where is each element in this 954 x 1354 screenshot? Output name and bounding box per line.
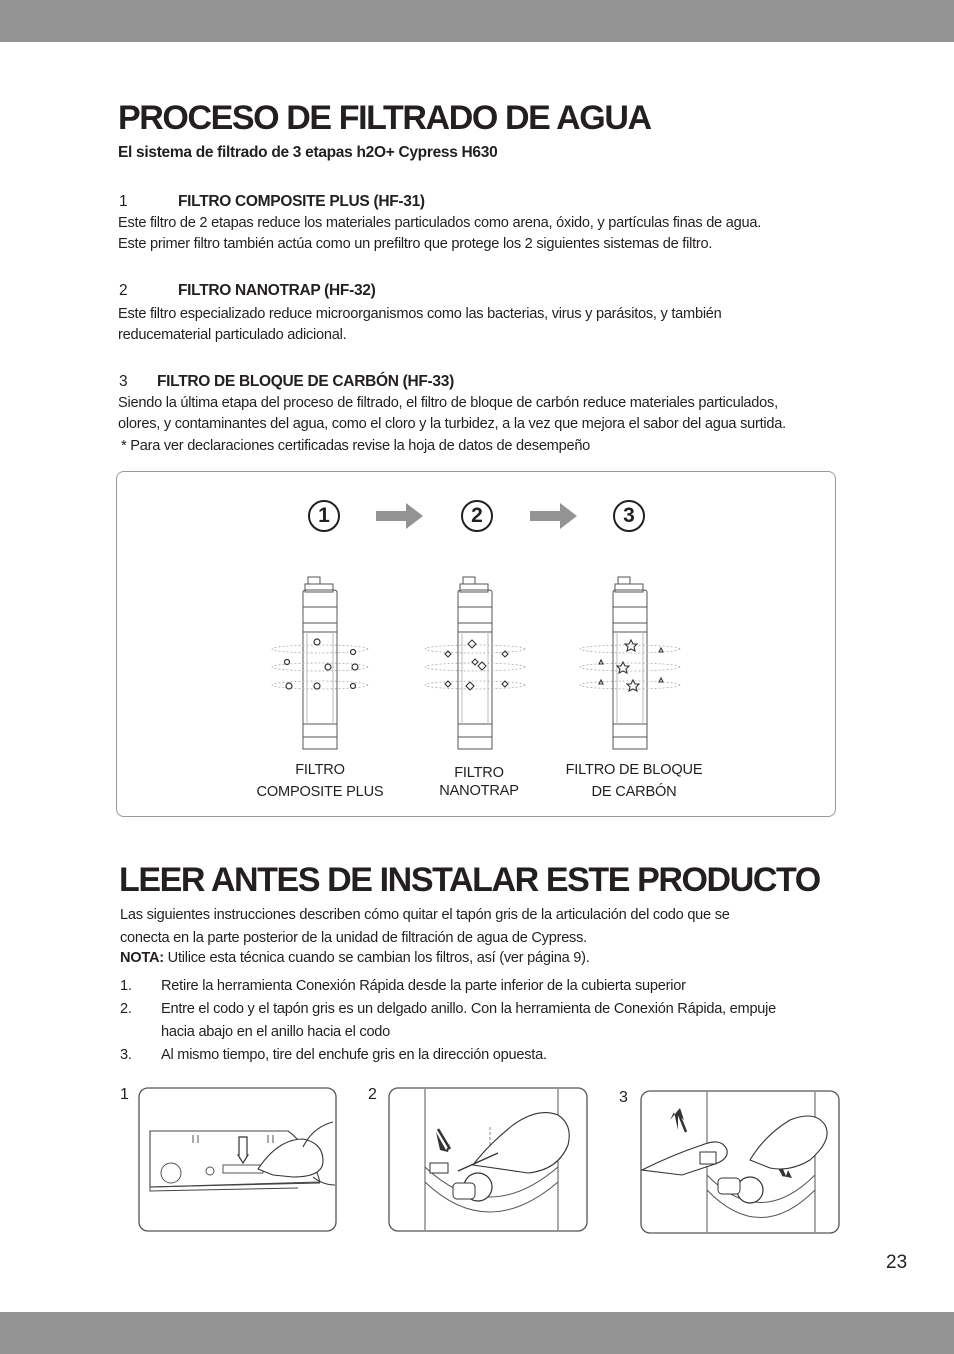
stage-2-badge: 2 (461, 500, 493, 532)
item-1-text: Este filtro de 2 etapas reduce los materiales particulados como arena, óxido, y partículas finas de agua. Este primer filtro también actúa como un prefiltro que protege los 2 siguientes sistemas de filtro. (118, 215, 762, 252)
section-title: LEER ANTES DE INSTALAR ESTE PRODUCTO (119, 861, 820, 899)
carbon-block-filter-icon (575, 574, 685, 754)
filter-label-nanotrap: FILTRO NANOTRAP (439, 765, 519, 799)
note-label: NOTA: (120, 950, 164, 966)
figure-3-pull-plug-illustration (640, 1090, 840, 1235)
item-1-title: FILTRO COMPOSITE PLUS (HF-31) (178, 193, 425, 210)
figure-2-number: 2 (368, 1086, 377, 1103)
page-number: 23 (886, 1252, 908, 1273)
nanotrap-filter-icon (420, 574, 530, 754)
note-text: Utilice esta técnica cuando se cambian los filtros, así (ver página 9). (163, 950, 590, 966)
page-subtitle: El sistema de filtrado de 3 etapas h2O+ Cypress H630 (118, 144, 498, 161)
note (120, 950, 590, 966)
item-1-number: 1 (119, 193, 128, 210)
filter-label-composite-plus: FILTRO COMPOSITE PLUS (256, 762, 384, 800)
figure-3-number: 3 (619, 1089, 628, 1106)
footnote: * Para ver declaraciones certificadas revise la hoja de datos de desempeño (121, 438, 591, 454)
figure-1-number: 1 (120, 1086, 129, 1103)
header-band (0, 0, 954, 42)
figure-1-remove-tool-illustration (138, 1087, 337, 1232)
intro-text: Las siguientes instrucciones describen cómo quitar el tapón gris de la articulación del codo que se conecta en la parte posterior de la unidad de filtración de agua de Cypress. (120, 907, 730, 946)
item-3-number: 3 (119, 373, 128, 390)
stage-1-badge: 1 (308, 500, 340, 532)
filter-label-carbon-block: FILTRO DE BLOQUE DE CARBÓN (565, 762, 703, 800)
item-2-title: FILTRO NANOTRAP (HF-32) (178, 282, 376, 299)
item-3-title: FILTRO DE BLOQUE DE CARBÓN (HF-33) (157, 373, 454, 390)
figure-2-push-ring-illustration (388, 1087, 588, 1232)
footer-band (0, 1312, 954, 1354)
item-3-text: Siendo la última etapa del proceso de filtrado, el filtro de bloque de carbón reduce materiales particulados, olores, y contaminantes del agua, como el cloro y la turbidez, a la vez que mejora el sabor del agua surtida. (118, 395, 786, 432)
stage-3-badge: 3 (613, 500, 645, 532)
flow-arrow-icon (376, 503, 424, 529)
item-2-number: 2 (119, 282, 128, 299)
page-title: PROCESO DE FILTRADO DE AGUA (118, 99, 651, 137)
item-2-text: Este filtro especializado reduce microorganismos como las bacterias, virus y parásitos, y también reducematerial particulado adicional. (118, 306, 722, 343)
composite-plus-filter-icon (265, 574, 375, 754)
flow-arrow-icon (530, 503, 578, 529)
